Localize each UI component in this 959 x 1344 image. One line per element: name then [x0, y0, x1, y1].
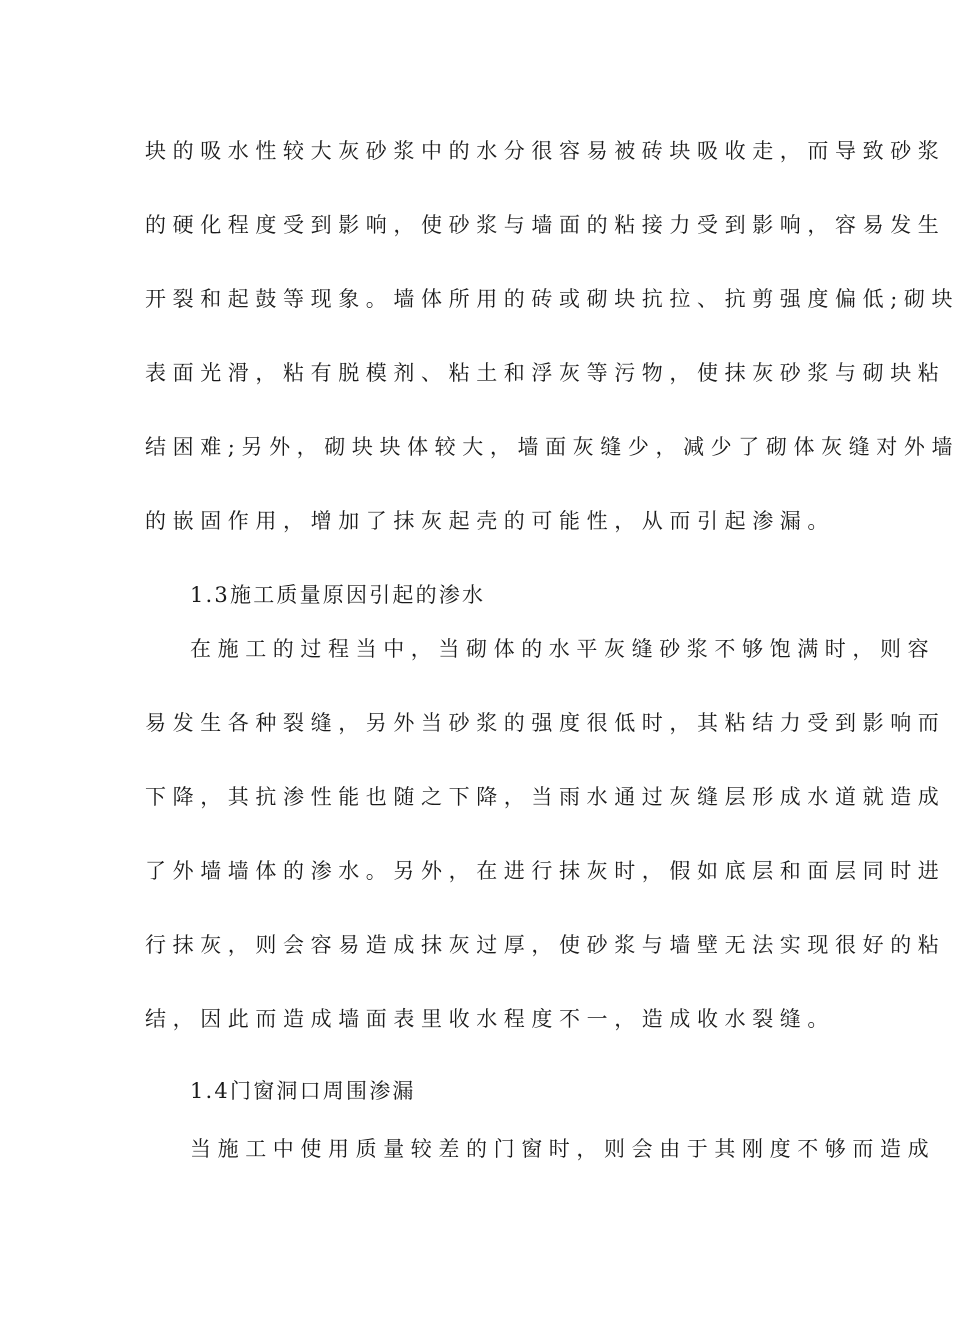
paragraph-line: 的嵌固作用，增加了抹灰起壳的可能性，从而引起渗漏。	[145, 509, 835, 533]
paragraph-line: 当施工中使用质量较差的门窗时，则会由于其刚度不够而造成	[190, 1137, 936, 1161]
paragraph-line: 的硬化程度受到影响，使砂浆与墙面的粘接力受到影响，容易发生	[145, 213, 946, 237]
section-heading-1-4: 1.4门窗洞口周围渗漏	[190, 1079, 416, 1103]
paragraph-line: 表面光滑，粘有脱模剂、粘土和浮灰等污物，使抹灰砂浆与砌块粘	[145, 361, 946, 385]
paragraph-line: 块的吸水性较大灰砂浆中的水分很容易被砖块吸收走，而导致砂浆	[145, 139, 946, 163]
paragraph-line: 结困难;另外，砌块块体较大，墙面灰缝少，减少了砌体灰缝对外墙	[145, 435, 959, 459]
paragraph-line: 易发生各种裂缝，另外当砂浆的强度很低时，其粘结力受到影响而	[145, 711, 946, 735]
section-heading-1-3: 1.3施工质量原因引起的渗水	[190, 583, 486, 607]
paragraph-line: 了外墙墙体的渗水。另外，在进行抹灰时，假如底层和面层同时进	[145, 859, 946, 883]
paragraph-line: 开裂和起鼓等现象。墙体所用的砖或砌块抗拉、抗剪强度偏低;砌块	[145, 287, 959, 311]
paragraph-line: 行抹灰，则会容易造成抹灰过厚，使砂浆与墙壁无法实现很好的粘	[145, 933, 946, 957]
paragraph-line: 下降，其抗渗性能也随之下降，当雨水通过灰缝层形成水道就造成	[145, 785, 946, 809]
paragraph-line: 在施工的过程当中，当砌体的水平灰缝砂浆不够饱满时，则容	[190, 637, 936, 661]
paragraph-line: 结，因此而造成墙面表里收水程度不一，造成收水裂缝。	[145, 1007, 835, 1031]
